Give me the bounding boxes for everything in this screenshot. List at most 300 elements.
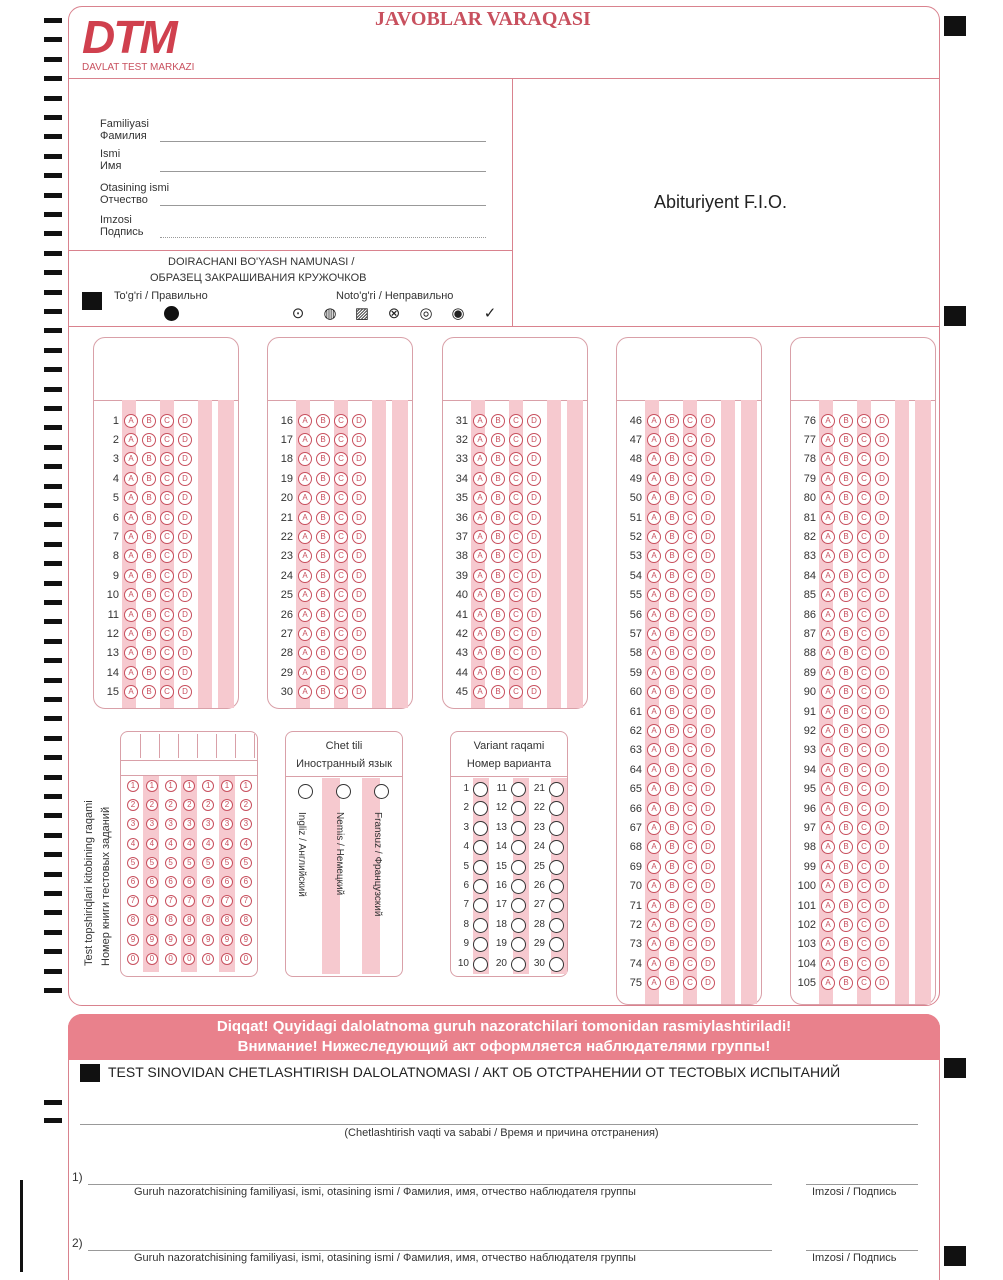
answer-bubble-a[interactable]: A — [124, 472, 138, 486]
answer-bubble-c[interactable]: C — [509, 685, 523, 699]
answer-bubble-d[interactable]: D — [701, 491, 715, 505]
answer-bubble-c[interactable]: C — [509, 414, 523, 428]
variant-bubble[interactable] — [473, 860, 488, 875]
answer-bubble-a[interactable]: A — [647, 937, 661, 951]
variant-bubble[interactable] — [473, 821, 488, 836]
answer-bubble-d[interactable]: D — [875, 511, 889, 525]
book-digit-bubble[interactable]: 1 — [183, 780, 195, 792]
book-digit-bubble[interactable]: 3 — [127, 818, 139, 830]
answer-bubble-b[interactable]: B — [665, 705, 679, 719]
answer-bubble-c[interactable]: C — [857, 879, 871, 893]
answer-bubble-c[interactable]: C — [509, 433, 523, 447]
answer-bubble-b[interactable]: B — [142, 511, 156, 525]
answer-bubble-c[interactable]: C — [160, 685, 174, 699]
answer-bubble-d[interactable]: D — [701, 530, 715, 544]
answer-bubble-d[interactable]: D — [527, 433, 541, 447]
answer-bubble-a[interactable]: A — [647, 530, 661, 544]
answer-bubble-c[interactable]: C — [509, 549, 523, 563]
answer-bubble-c[interactable]: C — [509, 569, 523, 583]
answer-bubble-c[interactable]: C — [160, 472, 174, 486]
answer-bubble-a[interactable]: A — [473, 685, 487, 699]
answer-bubble-c[interactable]: C — [683, 937, 697, 951]
answer-bubble-d[interactable]: D — [178, 511, 192, 525]
variant-bubble[interactable] — [473, 782, 488, 797]
answer-bubble-d[interactable]: D — [875, 860, 889, 874]
answer-bubble-a[interactable]: A — [298, 414, 312, 428]
answer-bubble-d[interactable]: D — [527, 588, 541, 602]
answer-bubble-b[interactable]: B — [665, 899, 679, 913]
answer-bubble-d[interactable]: D — [875, 414, 889, 428]
answer-bubble-d[interactable]: D — [701, 782, 715, 796]
digit-entry-box[interactable] — [239, 734, 255, 758]
answer-bubble-a[interactable]: A — [821, 763, 835, 777]
field-input-line[interactable] — [160, 141, 486, 142]
answer-bubble-c[interactable]: C — [857, 821, 871, 835]
answer-bubble-c[interactable]: C — [683, 918, 697, 932]
book-digit-bubble[interactable]: 2 — [165, 799, 177, 811]
answer-bubble-a[interactable]: A — [298, 569, 312, 583]
book-digit-bubble[interactable]: 6 — [165, 876, 177, 888]
answer-bubble-b[interactable]: B — [839, 588, 853, 602]
book-digit-bubble[interactable]: 7 — [240, 895, 252, 907]
answer-bubble-a[interactable]: A — [647, 821, 661, 835]
variant-bubble[interactable] — [549, 860, 564, 875]
answer-bubble-b[interactable]: B — [142, 666, 156, 680]
answer-bubble-b[interactable]: B — [491, 433, 505, 447]
answer-bubble-a[interactable]: A — [821, 705, 835, 719]
answer-bubble-d[interactable]: D — [701, 472, 715, 486]
answer-bubble-a[interactable]: A — [821, 976, 835, 990]
answer-bubble-c[interactable]: C — [683, 782, 697, 796]
answer-bubble-a[interactable]: A — [821, 685, 835, 699]
variant-bubble[interactable] — [511, 957, 526, 972]
answer-bubble-b[interactable]: B — [142, 452, 156, 466]
answer-bubble-d[interactable]: D — [701, 433, 715, 447]
answer-bubble-a[interactable]: A — [821, 414, 835, 428]
answer-bubble-a[interactable]: A — [124, 491, 138, 505]
book-digit-bubble[interactable]: 8 — [183, 914, 195, 926]
answer-bubble-b[interactable]: B — [316, 549, 330, 563]
answer-bubble-c[interactable]: C — [683, 840, 697, 854]
answer-bubble-b[interactable]: B — [491, 666, 505, 680]
book-digit-bubble[interactable]: 8 — [202, 914, 214, 926]
answer-bubble-c[interactable]: C — [683, 802, 697, 816]
answer-bubble-a[interactable]: A — [821, 433, 835, 447]
answer-bubble-b[interactable]: B — [839, 530, 853, 544]
answer-bubble-d[interactable]: D — [527, 549, 541, 563]
answer-bubble-c[interactable]: C — [160, 491, 174, 505]
answer-bubble-c[interactable]: C — [857, 937, 871, 951]
book-digit-bubble[interactable]: 5 — [240, 857, 252, 869]
answer-bubble-d[interactable]: D — [701, 452, 715, 466]
field-input-line[interactable] — [160, 205, 486, 206]
answer-bubble-b[interactable]: B — [491, 569, 505, 583]
answer-bubble-b[interactable]: B — [839, 840, 853, 854]
answer-bubble-c[interactable]: C — [683, 608, 697, 622]
book-digit-bubble[interactable]: 5 — [183, 857, 195, 869]
answer-bubble-b[interactable]: B — [665, 802, 679, 816]
answer-bubble-d[interactable]: D — [701, 627, 715, 641]
answer-bubble-a[interactable]: A — [124, 608, 138, 622]
book-digit-bubble[interactable]: 9 — [202, 934, 214, 946]
answer-bubble-a[interactable]: A — [821, 452, 835, 466]
answer-bubble-b[interactable]: B — [316, 433, 330, 447]
answer-bubble-c[interactable]: C — [160, 588, 174, 602]
answer-bubble-d[interactable]: D — [352, 511, 366, 525]
book-digit-bubble[interactable]: 3 — [165, 818, 177, 830]
answer-bubble-b[interactable]: B — [665, 646, 679, 660]
answer-bubble-d[interactable]: D — [875, 646, 889, 660]
answer-bubble-c[interactable]: C — [857, 549, 871, 563]
answer-bubble-c[interactable]: C — [857, 433, 871, 447]
book-digit-bubble[interactable]: 5 — [202, 857, 214, 869]
answer-bubble-d[interactable]: D — [701, 705, 715, 719]
answer-bubble-d[interactable]: D — [875, 666, 889, 680]
answer-bubble-d[interactable]: D — [527, 627, 541, 641]
book-digit-bubble[interactable]: 3 — [202, 818, 214, 830]
answer-bubble-b[interactable]: B — [316, 627, 330, 641]
book-digit-bubble[interactable]: 9 — [183, 934, 195, 946]
variant-bubble[interactable] — [473, 879, 488, 894]
answer-bubble-c[interactable]: C — [334, 608, 348, 622]
answer-bubble-a[interactable]: A — [821, 646, 835, 660]
answer-bubble-a[interactable]: A — [124, 511, 138, 525]
answer-bubble-d[interactable]: D — [178, 433, 192, 447]
answer-bubble-a[interactable]: A — [821, 608, 835, 622]
answer-bubble-d[interactable]: D — [875, 472, 889, 486]
answer-bubble-c[interactable]: C — [509, 646, 523, 660]
answer-bubble-c[interactable]: C — [160, 511, 174, 525]
variant-bubble[interactable] — [473, 957, 488, 972]
answer-bubble-b[interactable]: B — [665, 414, 679, 428]
book-digit-bubble[interactable]: 1 — [240, 780, 252, 792]
answer-bubble-a[interactable]: A — [473, 452, 487, 466]
answer-bubble-b[interactable]: B — [316, 414, 330, 428]
observer-sign-line[interactable] — [806, 1250, 918, 1251]
answer-bubble-d[interactable]: D — [527, 511, 541, 525]
answer-bubble-a[interactable]: A — [647, 627, 661, 641]
book-digit-bubble[interactable]: 4 — [202, 838, 214, 850]
answer-bubble-b[interactable]: B — [839, 608, 853, 622]
answer-bubble-a[interactable]: A — [124, 666, 138, 680]
answer-bubble-c[interactable]: C — [857, 840, 871, 854]
answer-bubble-c[interactable]: C — [683, 549, 697, 563]
answer-bubble-d[interactable]: D — [178, 452, 192, 466]
answer-bubble-d[interactable]: D — [875, 685, 889, 699]
answer-bubble-c[interactable]: C — [683, 899, 697, 913]
answer-bubble-d[interactable]: D — [875, 763, 889, 777]
answer-bubble-a[interactable]: A — [647, 782, 661, 796]
answer-bubble-b[interactable]: B — [491, 608, 505, 622]
answer-bubble-c[interactable]: C — [334, 646, 348, 660]
book-digit-bubble[interactable]: 7 — [183, 895, 195, 907]
answer-bubble-c[interactable]: C — [160, 549, 174, 563]
answer-bubble-c[interactable]: C — [857, 918, 871, 932]
answer-bubble-a[interactable]: A — [124, 627, 138, 641]
variant-bubble[interactable] — [549, 918, 564, 933]
answer-bubble-d[interactable]: D — [527, 530, 541, 544]
answer-bubble-a[interactable]: A — [821, 588, 835, 602]
answer-bubble-a[interactable]: A — [821, 802, 835, 816]
book-digit-bubble[interactable]: 0 — [183, 953, 195, 965]
answer-bubble-a[interactable]: A — [647, 433, 661, 447]
answer-bubble-b[interactable]: B — [491, 646, 505, 660]
answer-bubble-d[interactable]: D — [178, 627, 192, 641]
answer-bubble-b[interactable]: B — [839, 646, 853, 660]
answer-bubble-d[interactable]: D — [178, 491, 192, 505]
answer-bubble-a[interactable]: A — [473, 511, 487, 525]
answer-bubble-d[interactable]: D — [875, 724, 889, 738]
answer-bubble-b[interactable]: B — [316, 588, 330, 602]
answer-bubble-a[interactable]: A — [647, 666, 661, 680]
book-digit-bubble[interactable]: 9 — [127, 934, 139, 946]
answer-bubble-b[interactable]: B — [142, 608, 156, 622]
answer-bubble-c[interactable]: C — [509, 511, 523, 525]
answer-bubble-d[interactable]: D — [527, 569, 541, 583]
answer-bubble-d[interactable]: D — [875, 957, 889, 971]
answer-bubble-d[interactable]: D — [875, 899, 889, 913]
book-digit-bubble[interactable]: 7 — [202, 895, 214, 907]
answer-bubble-a[interactable]: A — [647, 511, 661, 525]
answer-bubble-b[interactable]: B — [142, 530, 156, 544]
answer-bubble-b[interactable]: B — [665, 627, 679, 641]
answer-bubble-a[interactable]: A — [124, 414, 138, 428]
answer-bubble-a[interactable]: A — [473, 569, 487, 583]
answer-bubble-d[interactable]: D — [701, 743, 715, 757]
answer-bubble-a[interactable]: A — [647, 879, 661, 893]
answer-bubble-d[interactable]: D — [701, 976, 715, 990]
answer-bubble-b[interactable]: B — [839, 491, 853, 505]
answer-bubble-b[interactable]: B — [665, 666, 679, 680]
answer-bubble-b[interactable]: B — [839, 821, 853, 835]
answer-bubble-d[interactable]: D — [527, 472, 541, 486]
answer-bubble-c[interactable]: C — [683, 860, 697, 874]
answer-bubble-c[interactable]: C — [683, 879, 697, 893]
answer-bubble-c[interactable]: C — [160, 414, 174, 428]
answer-bubble-b[interactable]: B — [839, 666, 853, 680]
answer-bubble-b[interactable]: B — [142, 627, 156, 641]
book-digit-bubble[interactable]: 7 — [146, 895, 158, 907]
answer-bubble-b[interactable]: B — [491, 627, 505, 641]
book-digit-bubble[interactable]: 0 — [165, 953, 177, 965]
answer-bubble-d[interactable]: D — [352, 452, 366, 466]
language-bubble[interactable] — [336, 784, 351, 799]
answer-bubble-d[interactable]: D — [701, 918, 715, 932]
book-digit-bubble[interactable]: 3 — [221, 818, 233, 830]
answer-bubble-d[interactable]: D — [178, 549, 192, 563]
answer-bubble-d[interactable]: D — [352, 433, 366, 447]
answer-bubble-d[interactable]: D — [701, 802, 715, 816]
answer-bubble-b[interactable]: B — [839, 511, 853, 525]
answer-bubble-d[interactable]: D — [875, 743, 889, 757]
answer-bubble-b[interactable]: B — [142, 549, 156, 563]
answer-bubble-a[interactable]: A — [821, 899, 835, 913]
answer-bubble-b[interactable]: B — [316, 530, 330, 544]
answer-bubble-a[interactable]: A — [647, 491, 661, 505]
answer-bubble-b[interactable]: B — [665, 879, 679, 893]
answer-bubble-c[interactable]: C — [160, 608, 174, 622]
answer-bubble-a[interactable]: A — [821, 840, 835, 854]
answer-bubble-b[interactable]: B — [665, 530, 679, 544]
variant-bubble[interactable] — [511, 918, 526, 933]
answer-bubble-d[interactable]: D — [352, 472, 366, 486]
variant-bubble[interactable] — [549, 957, 564, 972]
answer-bubble-d[interactable]: D — [875, 608, 889, 622]
answer-bubble-b[interactable]: B — [839, 549, 853, 563]
answer-bubble-c[interactable]: C — [334, 588, 348, 602]
book-digit-bubble[interactable]: 9 — [240, 934, 252, 946]
answer-bubble-d[interactable]: D — [701, 821, 715, 835]
book-digit-bubble[interactable]: 0 — [146, 953, 158, 965]
observer-name-line[interactable] — [88, 1184, 772, 1185]
answer-bubble-c[interactable]: C — [683, 724, 697, 738]
answer-bubble-b[interactable]: B — [491, 472, 505, 486]
answer-bubble-c[interactable]: C — [334, 530, 348, 544]
answer-bubble-b[interactable]: B — [839, 763, 853, 777]
answer-bubble-a[interactable]: A — [821, 569, 835, 583]
answer-bubble-c[interactable]: C — [683, 666, 697, 680]
answer-bubble-b[interactable]: B — [665, 452, 679, 466]
answer-bubble-b[interactable]: B — [665, 724, 679, 738]
answer-bubble-c[interactable]: C — [857, 763, 871, 777]
answer-bubble-b[interactable]: B — [839, 433, 853, 447]
book-digit-bubble[interactable]: 4 — [240, 838, 252, 850]
answer-bubble-c[interactable]: C — [334, 666, 348, 680]
answer-bubble-d[interactable]: D — [352, 588, 366, 602]
answer-bubble-d[interactable]: D — [701, 666, 715, 680]
answer-bubble-d[interactable]: D — [178, 569, 192, 583]
answer-bubble-b[interactable]: B — [316, 608, 330, 622]
answer-bubble-a[interactable]: A — [298, 685, 312, 699]
answer-bubble-c[interactable]: C — [509, 588, 523, 602]
book-digit-bubble[interactable]: 8 — [146, 914, 158, 926]
book-digit-bubble[interactable]: 2 — [146, 799, 158, 811]
answer-bubble-d[interactable]: D — [701, 763, 715, 777]
answer-bubble-a[interactable]: A — [821, 957, 835, 971]
book-digit-bubble[interactable]: 5 — [221, 857, 233, 869]
answer-bubble-a[interactable]: A — [124, 452, 138, 466]
answer-bubble-b[interactable]: B — [491, 491, 505, 505]
answer-bubble-d[interactable]: D — [701, 569, 715, 583]
book-digit-bubble[interactable]: 0 — [202, 953, 214, 965]
observer-name-line[interactable] — [88, 1250, 772, 1251]
answer-bubble-b[interactable]: B — [316, 666, 330, 680]
answer-bubble-a[interactable]: A — [473, 433, 487, 447]
answer-bubble-d[interactable]: D — [875, 491, 889, 505]
digit-entry-box[interactable] — [201, 734, 217, 758]
answer-bubble-c[interactable]: C — [683, 414, 697, 428]
answer-bubble-a[interactable]: A — [647, 705, 661, 719]
answer-bubble-a[interactable]: A — [821, 879, 835, 893]
answer-bubble-b[interactable]: B — [491, 511, 505, 525]
answer-bubble-b[interactable]: B — [839, 414, 853, 428]
answer-bubble-c[interactable]: C — [857, 705, 871, 719]
answer-bubble-d[interactable]: D — [352, 627, 366, 641]
answer-bubble-b[interactable]: B — [665, 860, 679, 874]
answer-bubble-c[interactable]: C — [857, 608, 871, 622]
answer-bubble-b[interactable]: B — [316, 685, 330, 699]
answer-bubble-a[interactable]: A — [298, 608, 312, 622]
answer-bubble-a[interactable]: A — [821, 472, 835, 486]
answer-bubble-d[interactable]: D — [875, 918, 889, 932]
book-digit-bubble[interactable]: 4 — [127, 838, 139, 850]
answer-bubble-d[interactable]: D — [701, 879, 715, 893]
answer-bubble-b[interactable]: B — [316, 569, 330, 583]
answer-bubble-c[interactable]: C — [334, 549, 348, 563]
answer-bubble-a[interactable]: A — [647, 608, 661, 622]
answer-bubble-c[interactable]: C — [857, 860, 871, 874]
answer-bubble-d[interactable]: D — [875, 627, 889, 641]
answer-bubble-a[interactable]: A — [647, 685, 661, 699]
answer-bubble-c[interactable]: C — [857, 511, 871, 525]
answer-bubble-b[interactable]: B — [839, 860, 853, 874]
answer-bubble-c[interactable]: C — [509, 608, 523, 622]
variant-bubble[interactable] — [511, 879, 526, 894]
answer-bubble-d[interactable]: D — [178, 666, 192, 680]
answer-bubble-c[interactable]: C — [857, 627, 871, 641]
book-digit-bubble[interactable]: 6 — [146, 876, 158, 888]
book-digit-bubble[interactable]: 3 — [240, 818, 252, 830]
answer-bubble-c[interactable]: C — [857, 414, 871, 428]
answer-bubble-a[interactable]: A — [473, 627, 487, 641]
answer-bubble-a[interactable]: A — [298, 491, 312, 505]
answer-bubble-c[interactable]: C — [857, 782, 871, 796]
variant-bubble[interactable] — [511, 782, 526, 797]
answer-bubble-b[interactable]: B — [839, 802, 853, 816]
answer-bubble-d[interactable]: D — [352, 414, 366, 428]
answer-bubble-c[interactable]: C — [683, 743, 697, 757]
book-digit-bubble[interactable]: 8 — [165, 914, 177, 926]
answer-bubble-a[interactable]: A — [473, 414, 487, 428]
answer-bubble-c[interactable]: C — [683, 705, 697, 719]
answer-bubble-a[interactable]: A — [473, 549, 487, 563]
answer-bubble-c[interactable]: C — [334, 452, 348, 466]
answer-bubble-b[interactable]: B — [665, 976, 679, 990]
book-digit-bubble[interactable]: 9 — [146, 934, 158, 946]
answer-bubble-c[interactable]: C — [857, 802, 871, 816]
answer-bubble-a[interactable]: A — [124, 569, 138, 583]
answer-bubble-a[interactable]: A — [473, 588, 487, 602]
answer-bubble-b[interactable]: B — [491, 685, 505, 699]
answer-bubble-d[interactable]: D — [527, 666, 541, 680]
answer-bubble-a[interactable]: A — [473, 608, 487, 622]
answer-bubble-a[interactable]: A — [298, 511, 312, 525]
answer-bubble-d[interactable]: D — [875, 879, 889, 893]
answer-bubble-d[interactable]: D — [352, 549, 366, 563]
answer-bubble-c[interactable]: C — [683, 530, 697, 544]
answer-bubble-a[interactable]: A — [298, 530, 312, 544]
digit-entry-box[interactable] — [182, 734, 198, 758]
answer-bubble-d[interactable]: D — [527, 685, 541, 699]
book-digit-bubble[interactable]: 2 — [221, 799, 233, 811]
answer-bubble-d[interactable]: D — [875, 452, 889, 466]
answer-bubble-a[interactable]: A — [647, 472, 661, 486]
answer-bubble-a[interactable]: A — [473, 491, 487, 505]
book-digit-bubble[interactable]: 1 — [127, 780, 139, 792]
language-bubble[interactable] — [374, 784, 389, 799]
answer-bubble-a[interactable]: A — [124, 588, 138, 602]
answer-bubble-d[interactable]: D — [352, 608, 366, 622]
answer-bubble-a[interactable]: A — [647, 840, 661, 854]
answer-bubble-c[interactable]: C — [857, 724, 871, 738]
answer-bubble-a[interactable]: A — [821, 491, 835, 505]
answer-bubble-c[interactable]: C — [683, 685, 697, 699]
answer-bubble-c[interactable]: C — [683, 452, 697, 466]
digit-entry-box[interactable] — [144, 734, 160, 758]
language-bubble[interactable] — [298, 784, 313, 799]
book-digit-bubble[interactable]: 5 — [127, 857, 139, 869]
answer-bubble-d[interactable]: D — [352, 666, 366, 680]
